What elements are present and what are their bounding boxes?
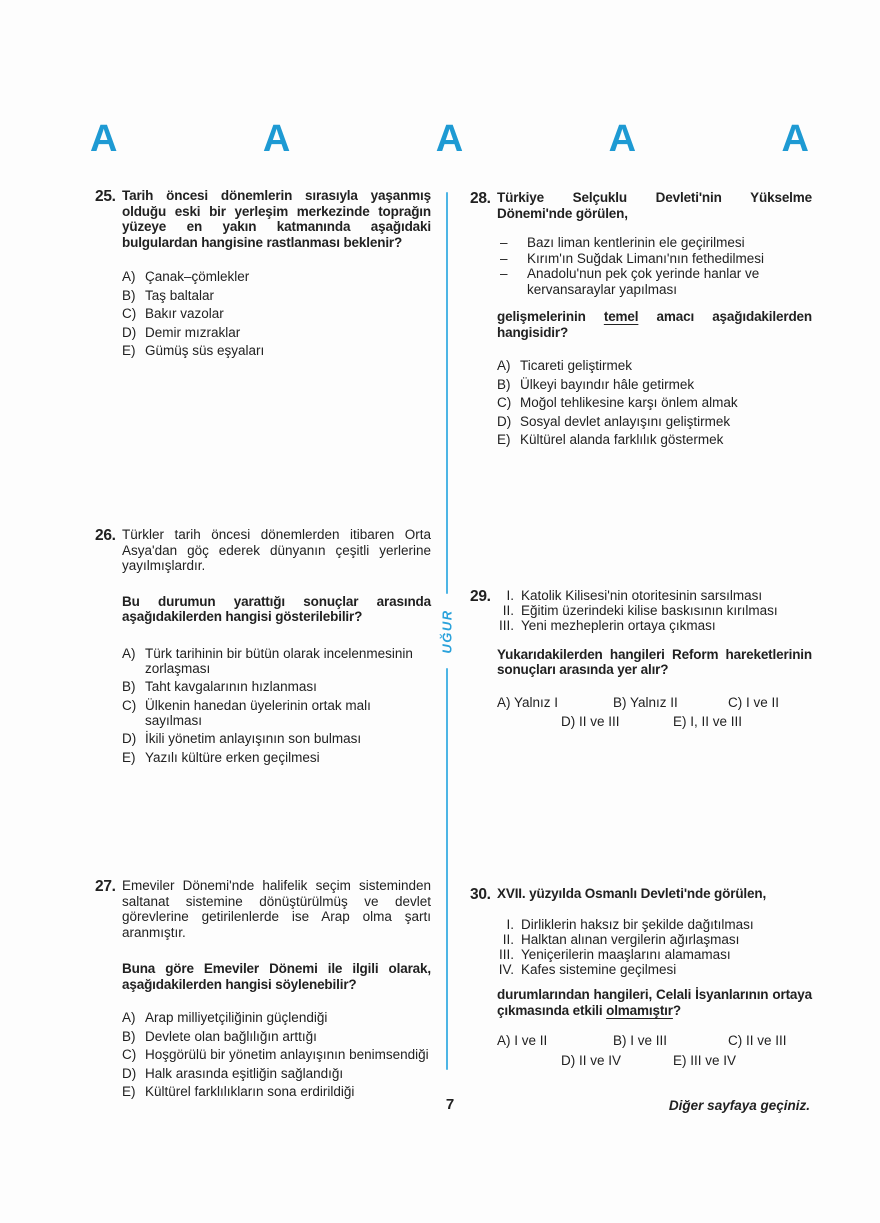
watermark-box (425, 594, 469, 668)
options-list (122, 269, 431, 358)
option-e (673, 1053, 736, 1068)
option-a (122, 646, 431, 676)
option-text: Gümüş süs eşyaları (145, 343, 265, 358)
option-c (122, 1047, 431, 1062)
question-number: 29. (470, 588, 491, 605)
option-text: Bakır vazolar (145, 306, 224, 321)
option-text: Hoşgörülü bir yönetim anlayışının benimsendiği (145, 1047, 429, 1062)
question-stem: Yukarıdakilerden hangileri Reform hareketlerinin sonuçları arasında yer alır? (497, 646, 812, 678)
question-body (122, 527, 431, 765)
roman-numeral: I. (506, 588, 514, 603)
option-text: Kültürel alanda farklılık göstermek (520, 432, 724, 447)
premise-text: Halktan alınan vergilerin ağırlaşması (521, 931, 740, 947)
option-label: C) (122, 306, 137, 321)
option-text: I ve II (514, 1033, 548, 1049)
footer-note: Diğer sayfaya geçiniz. (668, 1098, 810, 1113)
option-a (497, 358, 812, 373)
option-text: Halk arasında eşitliğin sağlandığı (145, 1065, 344, 1081)
option-e (122, 343, 431, 358)
option-b (122, 288, 431, 303)
option-label: D) (561, 714, 576, 730)
option-label: E) (122, 749, 136, 765)
option-d (122, 1066, 431, 1081)
question-body (122, 878, 431, 1099)
booklet-letter: A (781, 118, 808, 160)
option-text: II ve III (579, 714, 620, 730)
premise-text: Dirliklerin haksız bir şekilde dağıtılması (521, 916, 754, 932)
question-body (497, 588, 812, 729)
stem-underlined-word: olmamıştır (606, 1002, 673, 1018)
option-label: B) (613, 1033, 627, 1049)
option-text: II ve III (746, 1033, 787, 1049)
left-column (95, 0, 431, 1223)
option-label: E) (497, 432, 511, 447)
option-d (122, 325, 431, 340)
stem-underlined-word: temel (603, 309, 639, 324)
question-number: 30. (470, 886, 491, 903)
roman-numeral: III. (498, 946, 514, 962)
option-d (561, 714, 673, 729)
question-intro: Emeviler Dönemi'nde halifelik seçim sisteminden saltanat sistemine dönüştürülmüş ve devlet görevlerine getirilenlerde ise Arap olma şartı aranmıştır. (122, 878, 431, 940)
option-label: B) (122, 1028, 136, 1044)
option-label: A) (497, 1033, 511, 1049)
premise-item (497, 947, 812, 962)
premise-text: Kafes sistemine geçilmesi (521, 962, 677, 978)
stem-text: amacı aşağıdakilerden hangisidir? (497, 309, 812, 340)
option-text: Taht kavgalarının hızlanması (145, 679, 317, 694)
premise-text: Yeni mezheplerin ortaya çıkması (521, 618, 716, 634)
question-number: 27. (95, 878, 116, 895)
option-e (497, 432, 812, 447)
booklet-letter: A (262, 118, 290, 160)
option-label: C) (122, 1047, 137, 1062)
option-label: D) (497, 413, 512, 429)
option-label: A) (497, 694, 511, 710)
premise-text: Eğitim üzerindeki kilise baskısının kırılması (521, 603, 778, 619)
premise-item (497, 235, 812, 251)
option-a (497, 695, 613, 710)
options-row (497, 1053, 812, 1068)
premise-item (497, 603, 812, 618)
premise-item (497, 266, 812, 297)
option-text: İkili yönetim anlayışının son bulması (145, 731, 362, 746)
roman-numeral: I. (506, 916, 514, 932)
question-number: 25. (95, 188, 116, 205)
question-25 (95, 188, 431, 362)
question-stem-close (497, 987, 812, 1018)
premise-item (497, 251, 812, 267)
stem-text: ? (672, 1002, 681, 1018)
question-body (497, 886, 812, 1068)
column-divider (439, 192, 455, 1070)
option-label: D) (122, 1065, 137, 1081)
option-text: Ülkeyi bayındır hâle getirmek (520, 376, 695, 392)
question-number: 28. (470, 190, 491, 207)
right-column (470, 0, 812, 1223)
premise-list (497, 917, 812, 978)
premise-list (497, 235, 812, 297)
option-label: E) (122, 343, 136, 358)
booklet-letter: A (608, 118, 636, 160)
options-grid (497, 695, 812, 730)
option-text: Yalnız II (630, 694, 678, 710)
options-row (497, 695, 812, 710)
question-stem: Bu durumun yarattığı sonuçlar arasında aşağıdakilerden hangisi gösterilebilir? (122, 593, 431, 624)
option-label: B) (122, 679, 136, 694)
option-a (497, 1033, 613, 1048)
option-c (497, 395, 812, 410)
question-30 (470, 886, 812, 1072)
option-text: Çanak–çömlekler (145, 269, 250, 284)
option-c (122, 698, 431, 728)
question-stem: Buna göre Emeviler Dönemi ile ilgili olarak, aşağıdakilerden hangisi söylenebilir? (122, 961, 431, 992)
question-stem-intro: XVII. yüzyılda Osmanlı Devleti'nde görülen, (497, 886, 767, 901)
dash-mark: – (500, 250, 508, 266)
options-list (497, 358, 812, 447)
option-e (673, 714, 742, 729)
option-label: E) (673, 1052, 687, 1068)
options-list (122, 1010, 431, 1099)
option-label: D) (122, 731, 137, 746)
publisher-watermark: UĞUR (439, 608, 455, 654)
option-label: C) (122, 697, 137, 713)
premise-text: Anadolu'nun pek çok yerinde hanlar ve kervansaraylar yapılması (527, 266, 760, 297)
options-grid (497, 1033, 812, 1068)
premise-item (497, 932, 812, 947)
option-d (561, 1053, 673, 1068)
stem-text: gelişmelerinin (497, 309, 604, 324)
option-label: C) (497, 395, 512, 410)
option-text: Kültürel farklılıkların sona erdirildiği (145, 1084, 355, 1099)
option-text: Moğol tehlikesine karşı önlem almak (520, 395, 738, 410)
question-number: 26. (95, 527, 116, 544)
options-row (497, 714, 812, 729)
option-text: Devlete olan bağlılığın arttığı (145, 1028, 317, 1044)
premise-list (497, 588, 812, 634)
option-label: B) (613, 694, 627, 710)
question-26 (95, 527, 431, 768)
option-text: III ve IV (690, 1052, 737, 1068)
option-text: Türk tarihinin bir bütün olarak incelenmesinin zorlaşması (145, 645, 413, 676)
option-text: Arap milliyetçiliğinin güçlendiği (145, 1010, 328, 1025)
option-label: E) (673, 714, 687, 730)
question-intro: Türkler tarih öncesi dönemlerden itibaren Orta Asya'dan göç ederek dünyanın çeşitli yerlerine yayılmışlardır. (122, 527, 431, 573)
premise-item (497, 618, 812, 633)
premise-text: Bazı liman kentlerinin ele geçirilmesi (527, 235, 745, 250)
premise-text: Katolik Kilisesi'nin otoritesinin sarsılması (521, 588, 763, 603)
divider-line-top (446, 192, 448, 594)
option-text: Sosyal devlet anlayışını geliştirmek (520, 413, 731, 429)
question-28 (470, 190, 812, 451)
question-stem-intro: Türkiye Selçuklu Devleti'nin Yükselme Dönemi'nde görülen, (497, 190, 812, 221)
option-text: Yazılı kültüre erken geçilmesi (145, 749, 320, 765)
roman-numeral: II. (502, 931, 514, 947)
question-body (122, 188, 431, 358)
option-label: A) (122, 269, 136, 284)
option-label: A) (122, 1010, 136, 1025)
premise-text: Yeniçerilerin maaşlarını alamaması (521, 946, 731, 962)
premise-item (497, 962, 812, 977)
option-text: Taş baltalar (145, 287, 215, 303)
question-stem-close (497, 309, 812, 340)
option-label: C) (728, 1033, 743, 1049)
option-b (497, 377, 812, 392)
option-label: E) (122, 1084, 136, 1099)
option-a (122, 269, 431, 284)
booklet-letter: A (435, 118, 463, 160)
option-label: C) (728, 694, 743, 710)
roman-numeral: IV. (498, 962, 514, 978)
premise-item (497, 917, 812, 932)
roman-numeral: II. (502, 603, 514, 619)
option-label: A) (122, 645, 136, 661)
option-label: D) (561, 1052, 576, 1068)
option-text: I ve III (630, 1033, 668, 1049)
option-d (122, 731, 431, 746)
option-text: Yalnız I (514, 694, 559, 710)
option-label: B) (122, 287, 136, 303)
option-c (728, 1033, 787, 1048)
option-text: I, II ve III (690, 714, 743, 730)
option-label: A) (497, 358, 511, 373)
option-c (728, 695, 779, 710)
premise-item (497, 588, 812, 603)
option-text: Demir mızraklar (145, 324, 241, 340)
option-b (122, 679, 431, 694)
option-text: Ticareti geliştirmek (520, 358, 633, 373)
stem-text: durumlarından hangileri, Celali İsyanlarının ortaya çıkmasında etkili (497, 987, 812, 1018)
option-text: Ülkenin hanedan üyelerinin ortak malı sayılması (145, 697, 371, 728)
option-text: II ve IV (579, 1052, 622, 1068)
option-a (122, 1010, 431, 1025)
dash-mark: – (500, 266, 508, 281)
option-c (122, 306, 431, 321)
option-b (613, 695, 728, 710)
option-label: B) (497, 376, 511, 392)
question-body (497, 190, 812, 447)
option-e (122, 750, 431, 765)
booklet-letter: A (90, 118, 117, 160)
option-b (122, 1029, 431, 1044)
option-d (497, 414, 812, 429)
dash-mark: – (500, 235, 508, 250)
options-row (497, 1033, 812, 1048)
page-number: 7 (445, 1096, 455, 1113)
question-stem: Tarih öncesi dönemlerin sırasıyla yaşanmış olduğu eski bir yerleşim merkezinde toprağın yüzeye en yakın katmanında aşağıdaki bulgulardan hangisine rastlanması beklenir? (122, 188, 431, 250)
option-label: D) (122, 324, 137, 340)
option-b (613, 1033, 728, 1048)
divider-line-bottom (446, 668, 448, 1070)
question-29 (470, 588, 812, 734)
question-27 (95, 878, 431, 1103)
premise-text: Kırım'ın Suğdak Limanı'nın fethedilmesi (527, 250, 765, 266)
options-list (122, 646, 431, 765)
option-text: I ve II (746, 694, 780, 710)
roman-numeral: III. (498, 618, 514, 634)
